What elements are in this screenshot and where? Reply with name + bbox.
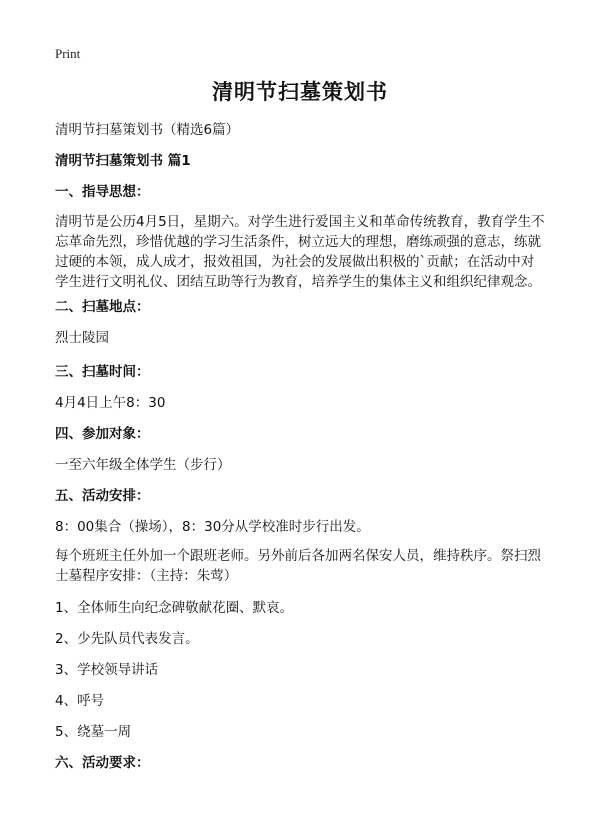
guide-line: 过硬的本领，成人成才，报效祖国，为社会的发展做出积极的`贡献；在活动中对 <box>55 254 535 270</box>
guide-line: 清明节是公历4月5日，星期六。对学生进行爱国主义和革命传统教育，教育学生不 <box>55 214 545 230</box>
print-link[interactable]: Print <box>55 46 81 61</box>
requirements-heading: 六、活动要求： <box>55 755 150 771</box>
guide-paragraph <box>55 212 555 292</box>
location-value: 烈士陵园 <box>55 330 109 346</box>
arrangement-heading: 五、活动安排： <box>55 488 150 504</box>
time-heading: 三、扫墓时间： <box>55 364 150 380</box>
location-heading: 二、扫墓地点： <box>55 299 150 315</box>
time-value: 4月4日上午8：30 <box>55 395 166 411</box>
section-title: 清明节扫墓策划书 篇1 <box>55 153 191 169</box>
document-title: 清明节扫墓策划书 <box>212 80 388 104</box>
arrangement-para-line: 士墓程序安排：（主持：朱莺） <box>55 568 238 584</box>
arrangement-paragraph <box>55 546 555 586</box>
step-item: 1、全体师生向纪念碑敬献花圈、默哀。 <box>55 600 294 616</box>
guide-line: 学生进行文明礼仪、团结互助等行为教育，培养学生的集体主义和组织纪律观念。 <box>55 274 541 290</box>
step-item: 2、少先队员代表发言。 <box>55 631 199 647</box>
arrangement-line: 8：00集合（操场），8：30分从学校准时步行出发。 <box>55 519 370 535</box>
arrangement-para-line: 每个班班主任外加一个跟班老师。另外前后各加两名保安人员，维持秩序。祭扫烈 <box>55 548 541 564</box>
step-item: 5、绕墓一周 <box>55 724 132 740</box>
participants-heading: 四、参加对象： <box>55 426 150 442</box>
guide-line: 忘革命先烈，珍惜优越的学习生活条件，树立远大的理想，磨练顽强的意志，练就 <box>55 234 541 250</box>
step-item: 3、学校领导讲话 <box>55 662 159 678</box>
guide-heading: 一、指导思想： <box>55 184 150 200</box>
step-item: 4、呼号 <box>55 693 105 709</box>
document-subtitle: 清明节扫墓策划书（精选6篇） <box>55 122 240 138</box>
participants-value: 一至六年级全体学生（步行） <box>55 457 231 473</box>
